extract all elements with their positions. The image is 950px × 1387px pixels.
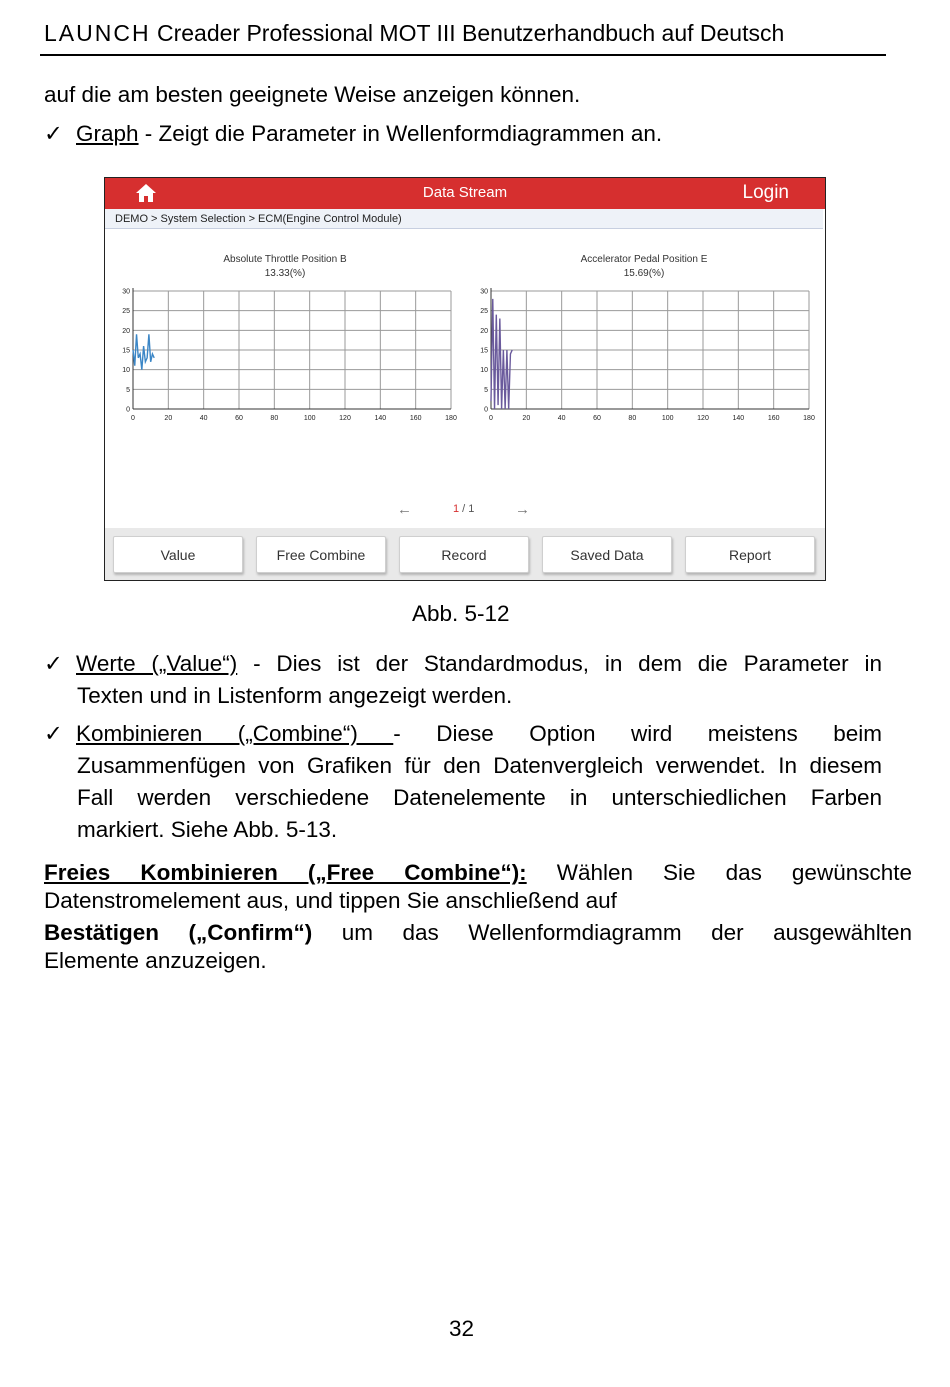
chart-2-x-tick-label: 100 [661,415,674,422]
chart-2-x-tick-label: 140 [732,415,745,422]
prev-arrow-icon[interactable]: ← [397,501,412,518]
app-title: Data Stream [422,184,508,201]
free-combine-text-1: Wählen Sie das gewünschte [526,860,913,885]
graph-description: - Zeigt die Parameter in Wellenformdiagrammen an. [138,121,663,146]
figure-caption: Abb. 5-12 [412,601,510,626]
chart-1-x-tick-label: 180 [445,415,457,422]
confirm-line-1 [44,919,912,947]
bullet-combine-line-4: markiert. Siehe Abb. 5-13. [77,817,338,842]
chart-2-y-tick-label: 30 [480,288,488,296]
free-combine-paragraph [44,859,912,915]
free-combine-line-2: Datenstromelement aus, und tippen Sie anschließend auf [44,888,617,913]
brand-name: LAUNCH [44,20,151,46]
checkmark-icon: ✓ [44,721,63,746]
bullet-value-line-2: Texten und in Listenform angezeigt werden. [77,683,513,708]
graph-bullet [44,117,662,150]
chart-2-x-tick-label: 180 [803,415,815,422]
chart-1-x-tick-label: 100 [303,415,316,422]
chart-2-x-tick-label: 120 [697,415,709,422]
chart-1-name: Absolute Throttle Position B [223,254,347,265]
chart-1-x-tick-label: 60 [235,415,243,422]
record-button[interactable]: Record [399,536,529,573]
chart-2-x-tick-label: 40 [557,415,566,422]
checkmark-icon: ✓ [44,651,63,676]
chart-1-y-tick-label: 0 [126,406,130,414]
chart-2-name: Accelerator Pedal Position E [580,254,708,265]
page-total: 1 [468,503,475,515]
value-text-1: - Dies ist der Standardmodus, in dem die Parameter in [237,651,883,676]
chart-1-y-tick-label: 25 [122,308,130,316]
manual-title: Creader Professional MOT III Benutzerhandbuch auf Deutsch [156,20,785,46]
bullet-value-line-1 [44,648,882,680]
breadcrumb: DEMO > System Selection > ECM(Engine Control Module) [105,209,823,229]
free-combine-line-1 [44,859,912,887]
confirm-term: Bestätigen („Confirm“) [44,920,313,945]
chart-1-x-tick-label: 120 [339,415,351,422]
confirm-line-2: Elemente anzuzeigen. [44,948,267,973]
chart-1-x-tick-label: 160 [409,415,422,422]
report-button[interactable]: Report [685,536,815,573]
chart-2-value: 15.69(%) [623,268,665,279]
chart-2-y-tick-label: 0 [484,406,488,414]
next-arrow-icon[interactable]: → [515,501,530,518]
page-number: 32 [449,1316,475,1341]
chart-1-x-tick-label: 20 [164,415,173,422]
value-button[interactable]: Value [113,536,243,573]
free-combine-button[interactable]: Free Combine [256,536,386,573]
chart-2-y-tick-label: 15 [480,347,488,355]
free-combine-term: Freies Kombinieren („Free Combine“): [44,860,527,885]
saved-data-button[interactable]: Saved Data [542,536,672,573]
combine-text-1: - Diese Option wird meistens beim [393,721,882,746]
chart-2-x-tick-label: 60 [593,415,601,422]
chart-2-x-tick-label: 0 [489,415,493,422]
checkmark-icon: ✓ [44,121,63,146]
header-rule [40,54,886,56]
chart-2-y-tick-label: 20 [480,327,488,335]
chart-1-y-tick-label: 30 [122,288,130,296]
chart-1-x-tick-label: 0 [131,415,135,422]
bullet-value [44,648,882,712]
confirm-paragraph [44,919,912,975]
bullet-combine [44,718,882,846]
page-indicator [453,503,474,515]
chart-1-y-tick-label: 20 [122,327,130,335]
chart-2-y-tick-label: 5 [484,386,488,394]
chart-2-y-tick-label: 10 [480,367,488,375]
login-button[interactable]: Login [742,182,789,203]
chart-2-x-tick-label: 80 [628,415,637,422]
chart-2-y-tick-label: 25 [480,308,488,316]
chart-1-y-tick-label: 15 [122,347,130,355]
bullet-combine-line-1 [44,718,882,750]
running-header [44,20,784,47]
data-stream-screenshot [104,177,826,581]
chart-1-value: 13.33(%) [264,268,306,279]
chart-2-x-tick-label: 20 [522,415,531,422]
chart-1-series-line [133,334,154,369]
chart-2-series-line [491,299,512,409]
page-separator: / [459,503,469,515]
combine-term: Kombinieren („Combine“) [76,721,394,746]
confirm-text-1: um das Wellenformdiagramm der ausgewählten [312,920,912,945]
bullet-combine-line-3: Fall werden verschiedene Datenelemente in unterschiedlichen Farben [77,785,882,810]
intro-line: auf die am besten geeignete Weise anzeigen können. [44,82,581,107]
bullet-combine-line-2: Zusammenfügen von Grafiken für den Datenvergleich verwendet. In diesem [77,753,882,778]
chart-1-x-tick-label: 80 [270,415,279,422]
page-current: 1 [453,503,460,515]
chart-1-x-tick-label: 140 [374,415,387,422]
value-term: Werte („Value“) [76,651,238,676]
graph-term: Graph [76,121,139,146]
bottom-button-bar [105,528,825,580]
chart-2-x-tick-label: 160 [767,415,780,422]
waveform-charts [105,178,825,528]
chart-1-x-tick-label: 40 [199,415,208,422]
chart-1-y-tick-label: 10 [122,367,130,375]
chart-1-y-tick-label: 5 [126,386,130,394]
